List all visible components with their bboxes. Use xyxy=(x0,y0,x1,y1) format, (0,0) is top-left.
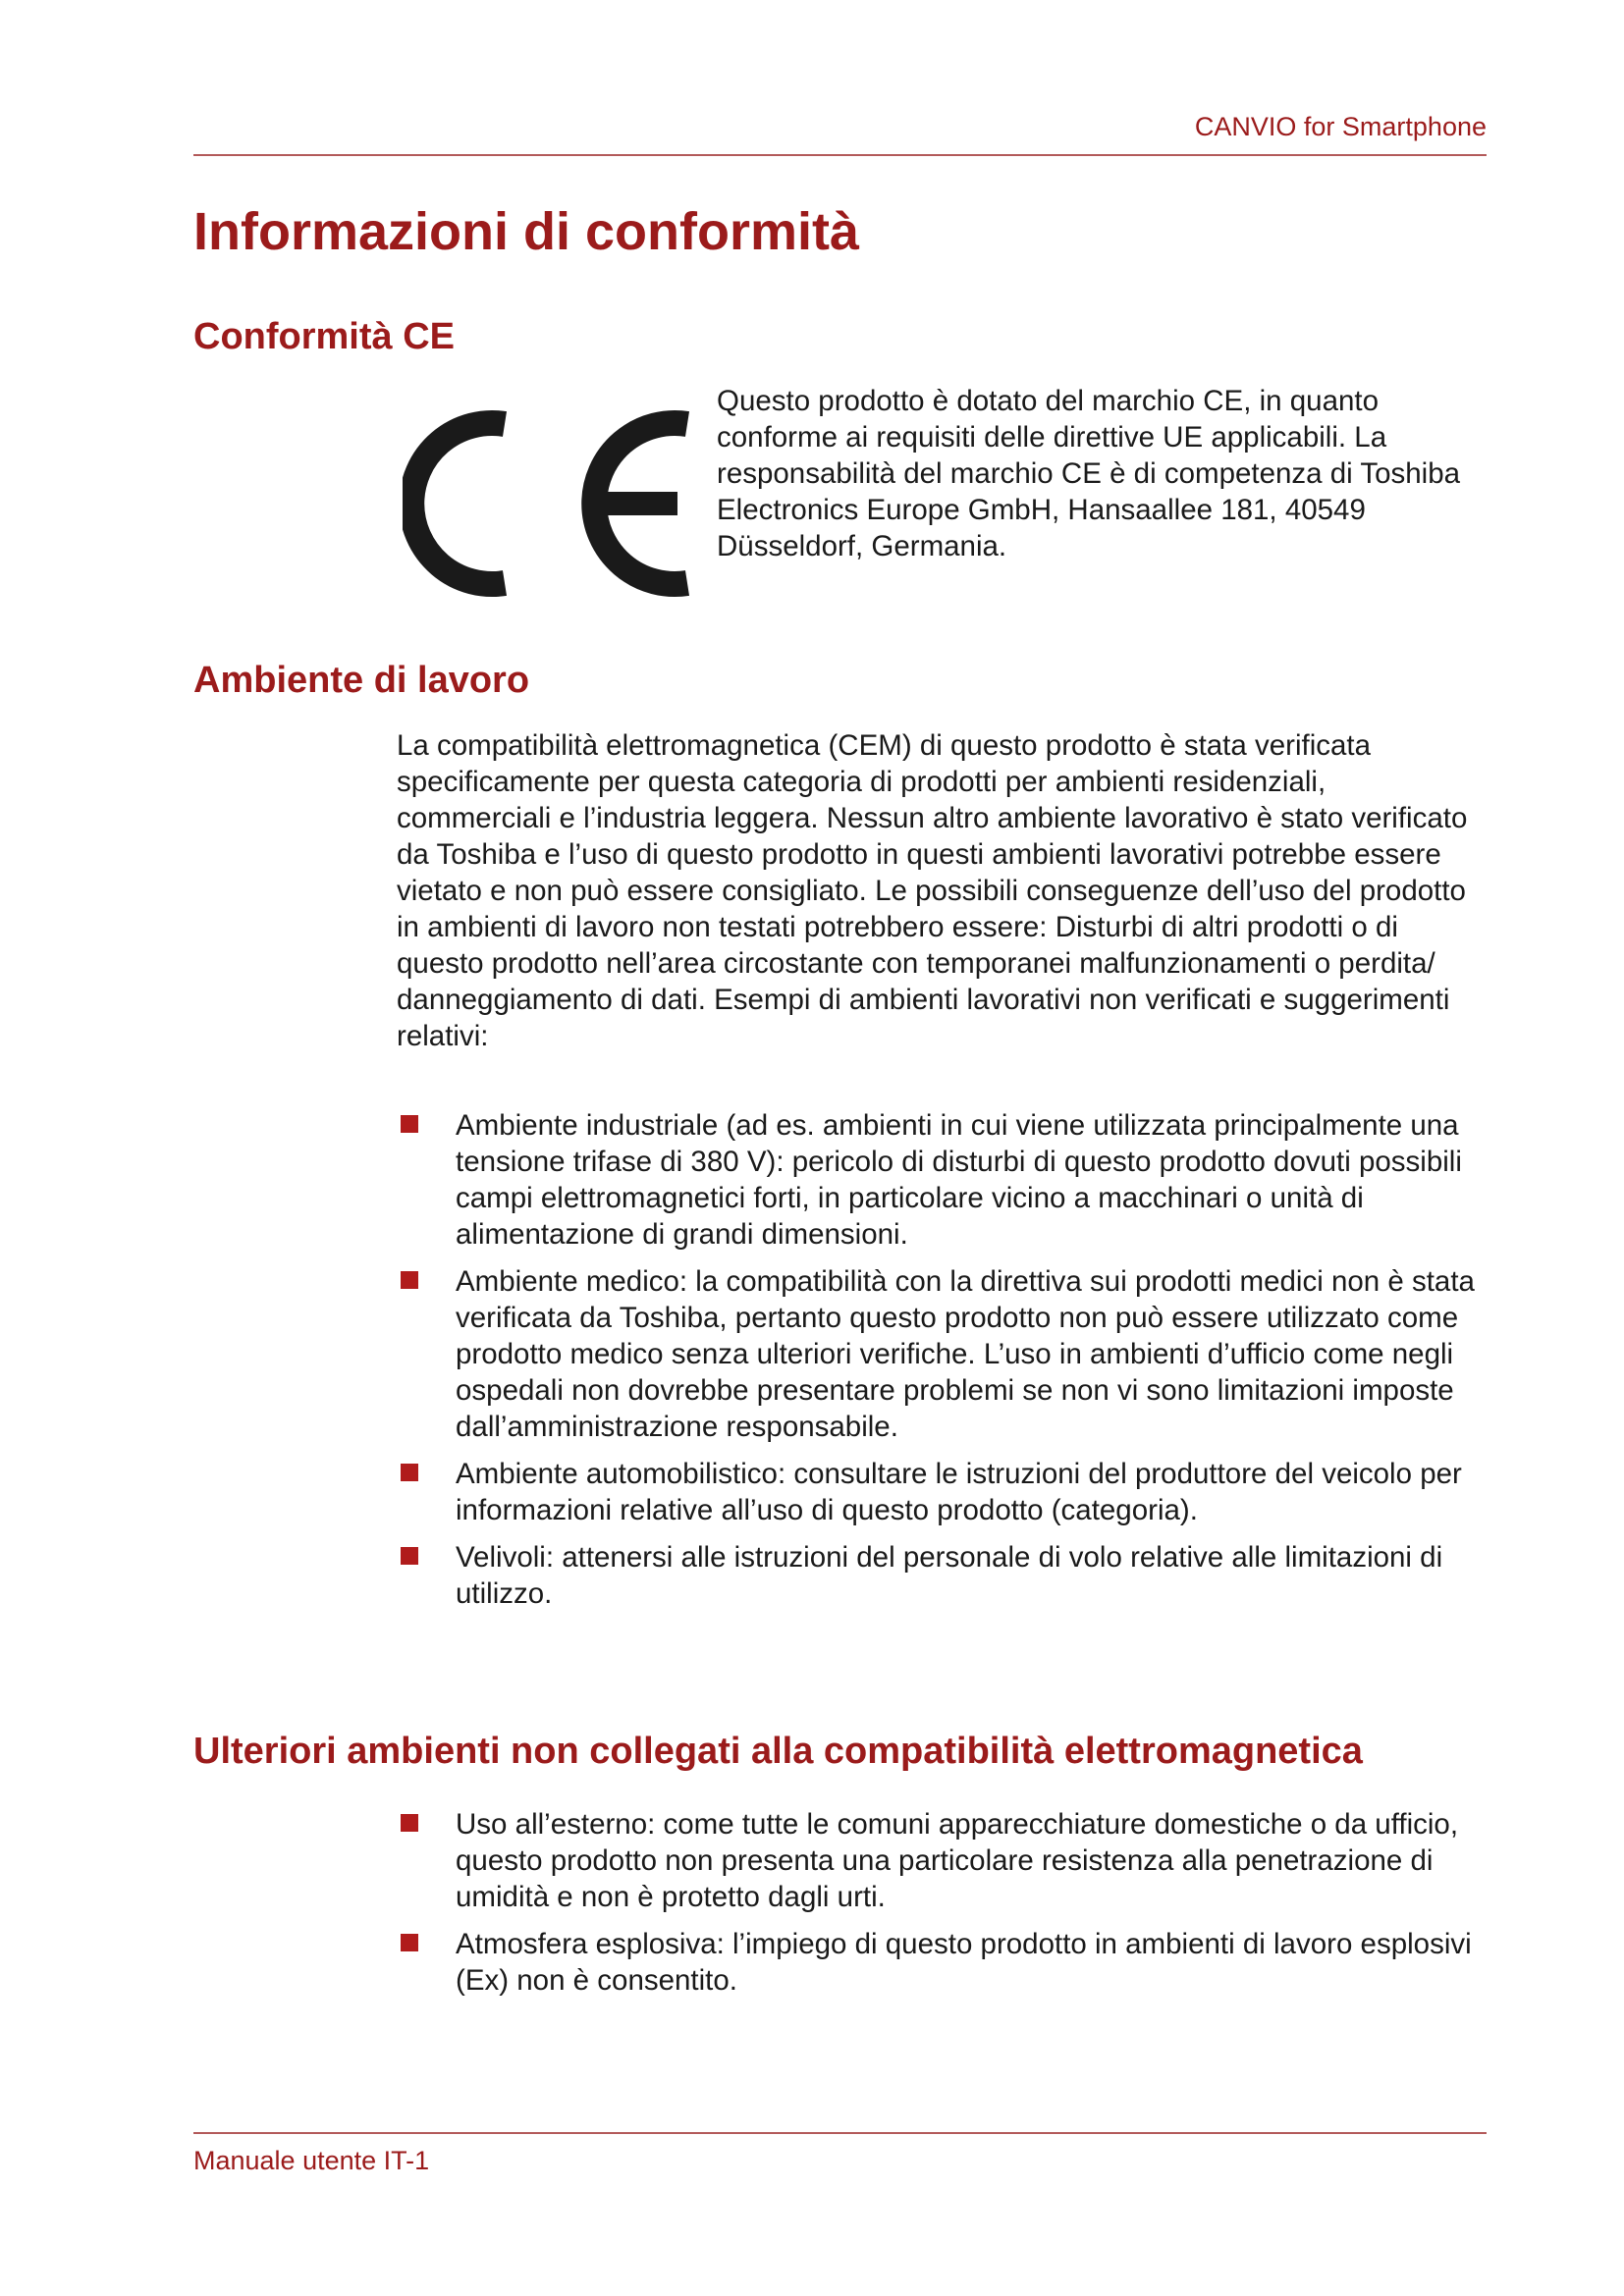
list-item-text: Velivoli: attenersi alle istruzioni del personale di volo relative alle limitazioni di utilizzo. xyxy=(456,1541,1443,1610)
square-bullet-icon xyxy=(401,1814,418,1832)
other-environments-list xyxy=(397,1806,1487,2009)
work-environment-list xyxy=(397,1107,1487,1623)
list-item xyxy=(397,1539,1487,1612)
list-item xyxy=(397,1263,1487,1445)
square-bullet-icon xyxy=(401,1464,418,1481)
list-item xyxy=(397,1456,1487,1528)
list-item xyxy=(397,1926,1487,1999)
ce-mark-icon xyxy=(403,397,697,611)
list-item-text: Ambiente automobilistico: consultare le istruzioni del produttore del veicolo per informazioni relative all’uso di questo prodotto (categoria). xyxy=(456,1458,1462,1526)
list-item-text: Ambiente medico: la compatibilità con la direttiva sui prodotti medici non è stata verificata da Toshiba, pertanto questo prodotto non può essere utilizzato come prodotto medico senza ulteriori verifiche. L’uso in ambienti d’ufficio come negli ospedali non dovrebbe presentare problemi se non vi sono limitazioni imposte dall’amministrazione responsabile. xyxy=(456,1265,1475,1443)
footer-divider xyxy=(193,2132,1487,2134)
work-environment-intro: La compatibilità elettromagnetica (CEM) di questo prodotto è stata verificata specificamente per questa categoria di prodotti per ambienti residenziali, commerciali e l’industria leggera. Nessun altro ambiente lavorativo è stato verificato da Toshiba e l’uso di questo prodotto in questi ambienti lavorativi potrebbe essere vietato e non può essere consigliato. Le possibili conseguenze dell’uso del prodotto in ambienti di lavoro non testati potrebbero essere: Disturbi di altri prodotti o di questo prodotto nell’area circostante con temporanei malfunzionamenti o perdita/ danneggiamento di dati. Esempi di ambienti lavorativi non verificati e suggerimenti relativi: xyxy=(397,729,1468,1052)
list-item-text: Atmosfera esplosiva: l’impiego di questo prodotto in ambienti di lavoro esplosivi (Ex) non è consentito. xyxy=(456,1928,1472,1997)
square-bullet-icon xyxy=(401,1934,418,1951)
square-bullet-icon xyxy=(401,1547,418,1565)
list-item-text: Uso all’esterno: come tutte le comuni apparecchiature domestiche o da ufficio, questo prodotto non presenta una particolare resistenza alla penetrazione di umidità e non è protetto dagli urti. xyxy=(456,1808,1459,1913)
ce-section-heading: Conformità CE xyxy=(193,316,455,357)
page-footer: Manuale utente IT-1 xyxy=(193,2146,430,2175)
list-item xyxy=(397,1806,1487,1915)
ce-description: Questo prodotto è dotato del marchio CE, in quanto conforme ai requisiti delle direttive UE applicabili. La responsabilità del marchio CE è di competenza di Toshiba Electronics Europe GmbH, Hansaallee 181, 40549 Düsseldorf, Germania. xyxy=(717,385,1461,562)
square-bullet-icon xyxy=(401,1115,418,1133)
square-bullet-icon xyxy=(401,1271,418,1289)
list-item-text: Ambiente industriale (ad es. ambienti in cui viene utilizzata principalmente una tensione trifase di 380 V): pericolo di disturbi di questo prodotto dovuti possibili campi elettromagnetici forti, in particolare vicino a macchinari o unità di alimentazione di grandi dimensioni. xyxy=(456,1109,1462,1251)
header-divider xyxy=(193,154,1487,156)
running-header: CANVIO for Smartphone xyxy=(1194,112,1487,141)
list-item xyxy=(397,1107,1487,1253)
page-title: Informazioni di conformità xyxy=(193,202,860,261)
other-environments-heading: Ulteriori ambienti non collegati alla compatibilità elettromagnetica xyxy=(193,1731,1363,1772)
work-environment-heading: Ambiente di lavoro xyxy=(193,660,530,701)
